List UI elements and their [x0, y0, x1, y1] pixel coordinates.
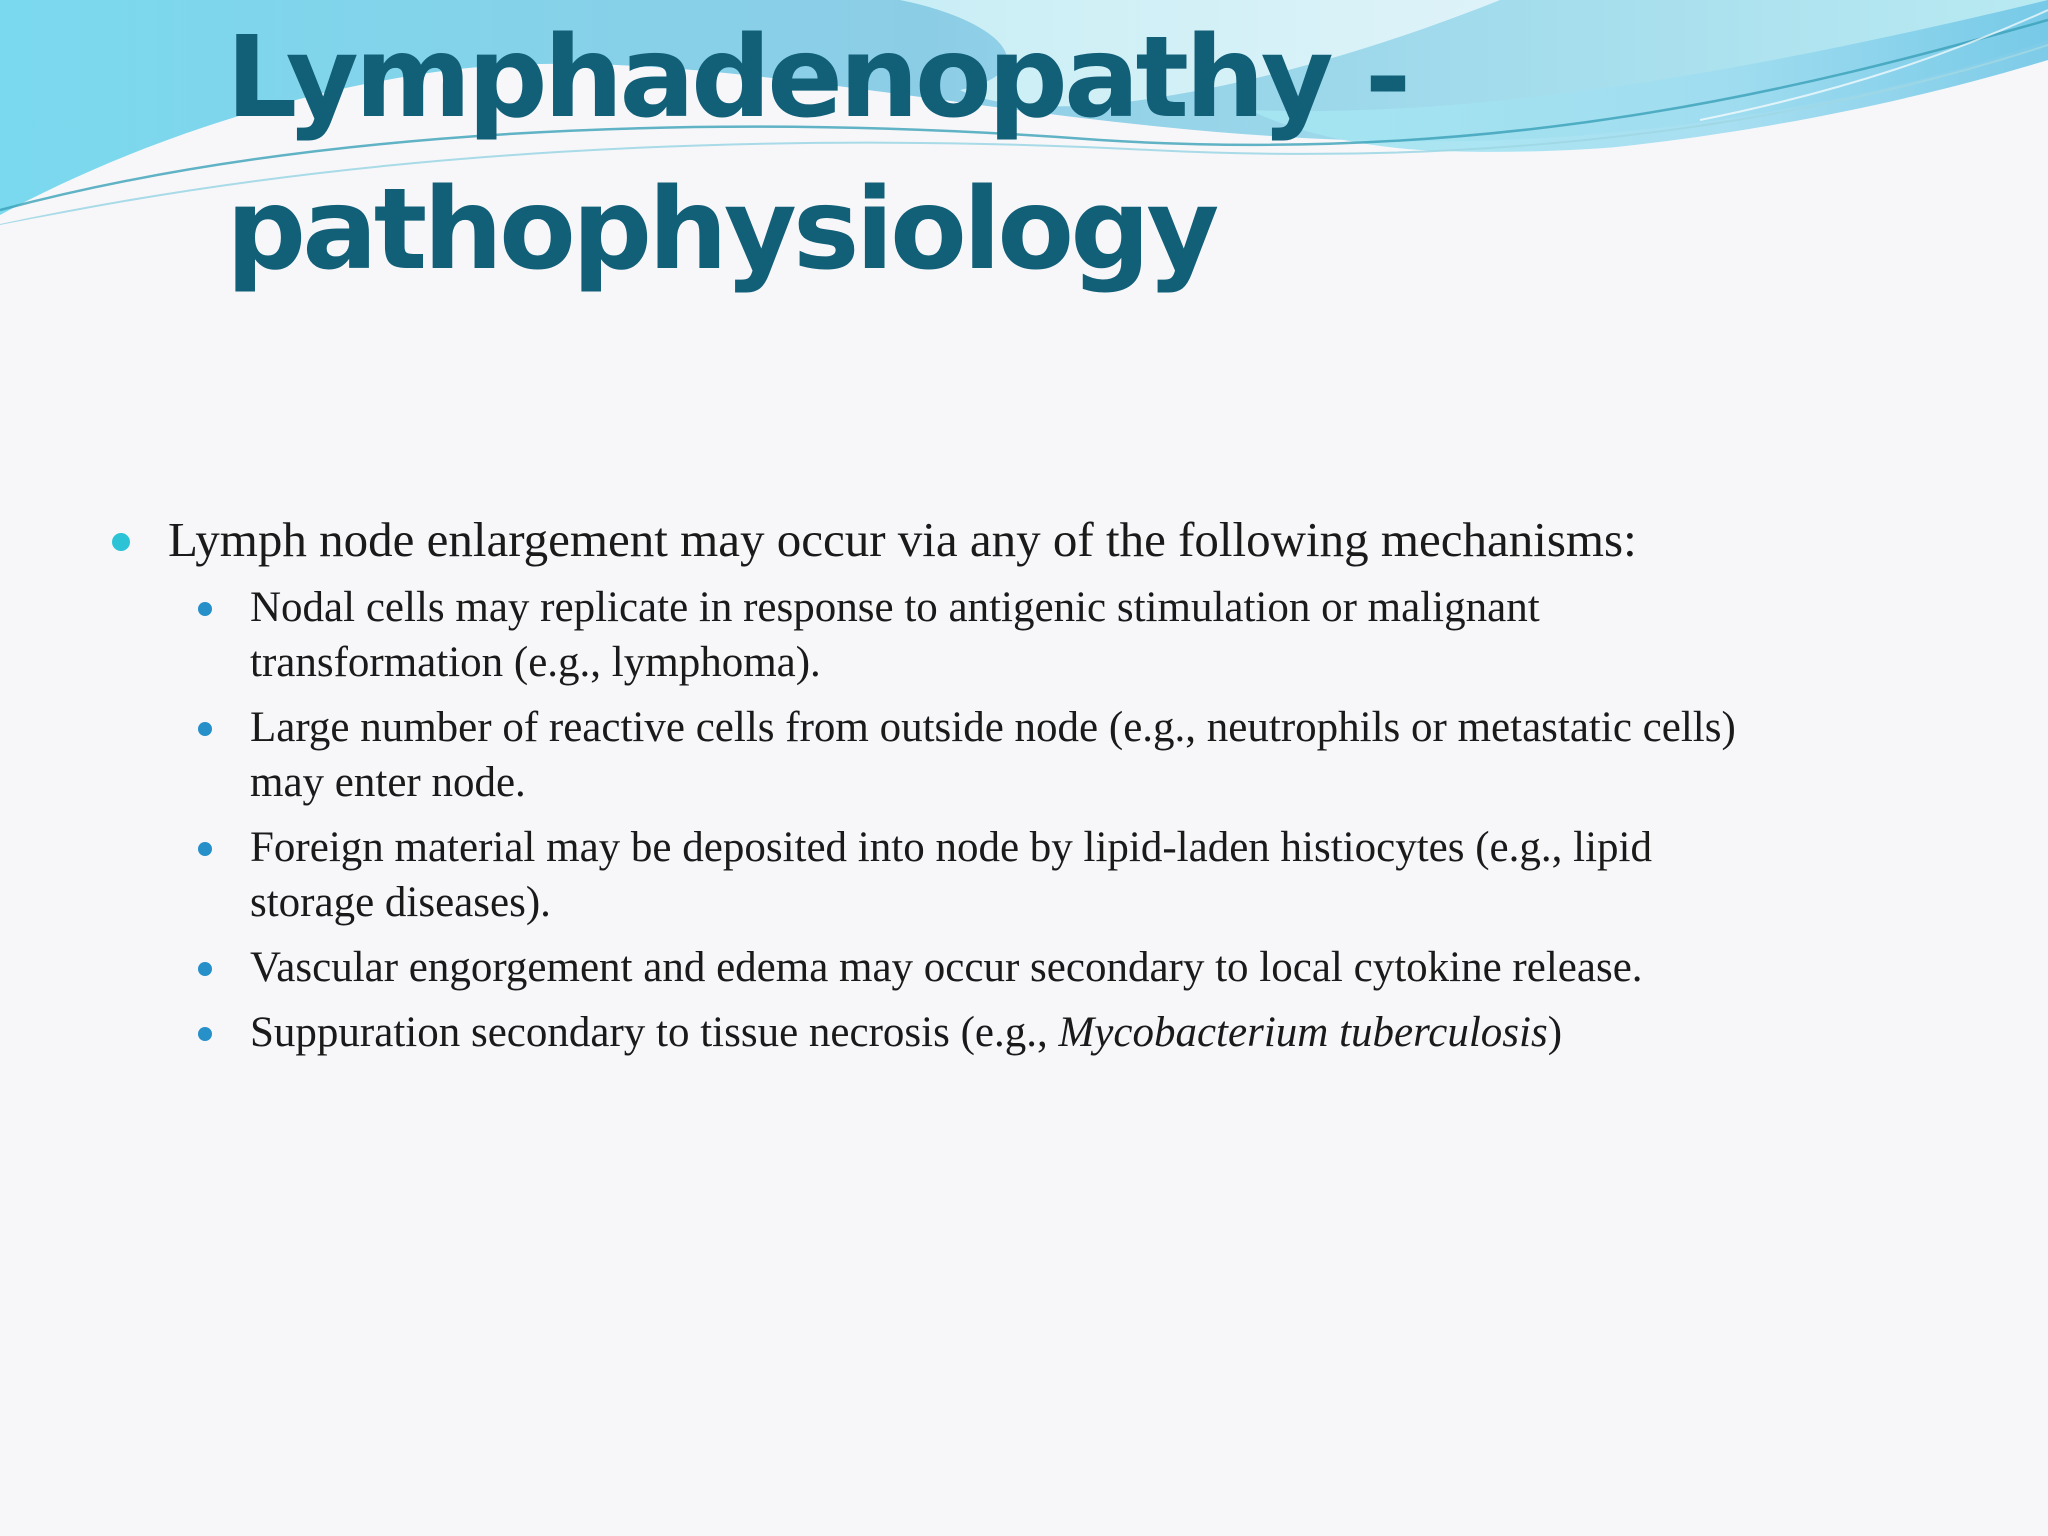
sub-bullet-text-prefix: Suppuration secondary to tissue necrosis (e.g., — [250, 1009, 1059, 1056]
sub-bullet-text-line: Foreign material may be deposited into node by lipid-laden histiocytes (e.g., lipid — [250, 824, 1652, 871]
main-bullet-item — [110, 508, 1990, 572]
sub-bullet-dot-icon — [198, 722, 212, 736]
sub-bullet-text-line: Vascular engorgement and edema may occur secondary to local cytokine release. — [250, 944, 1643, 991]
title-line-1: Lymphadenopathy - — [226, 13, 1408, 143]
main-bullet-dot-icon — [112, 533, 130, 551]
sub-bullet-text-line: Nodal cells may replicate in response to antigenic stimulation or malignant — [250, 584, 1540, 631]
main-bullet-text: Lymph node enlargement may occur via any of the following mechanisms: — [168, 512, 1637, 567]
sub-bullet-list — [250, 580, 1990, 1060]
sub-bullet-text-suffix: ) — [1547, 1009, 1563, 1056]
sub-bullet-dot-icon — [198, 962, 212, 976]
sub-bullet-item — [250, 940, 1950, 995]
title-line-2: pathophysiology — [226, 165, 1216, 295]
sub-bullet-dot-icon — [198, 842, 212, 856]
sub-bullet-item — [250, 580, 1950, 690]
sub-bullet-text-line: transformation (e.g., lymphoma). — [250, 639, 821, 686]
sub-bullet-text-line: Large number of reactive cells from outside node (e.g., neutrophils or metastatic cells) — [250, 704, 1736, 751]
slide-body — [110, 508, 1990, 1070]
slide-title — [226, 2, 1926, 306]
sub-bullet-text-line: may enter node. — [250, 759, 526, 806]
sub-bullet-text-line: storage diseases). — [250, 879, 551, 926]
sub-bullet-dot-icon — [198, 602, 212, 616]
sub-bullet-dot-icon — [198, 1027, 212, 1041]
sub-bullet-item — [250, 700, 1950, 810]
sub-bullet-item — [250, 1005, 1950, 1060]
sub-bullet-text-italic: Mycobacterium tuberculosis — [1058, 1009, 1548, 1056]
sub-bullet-item — [250, 820, 1950, 930]
